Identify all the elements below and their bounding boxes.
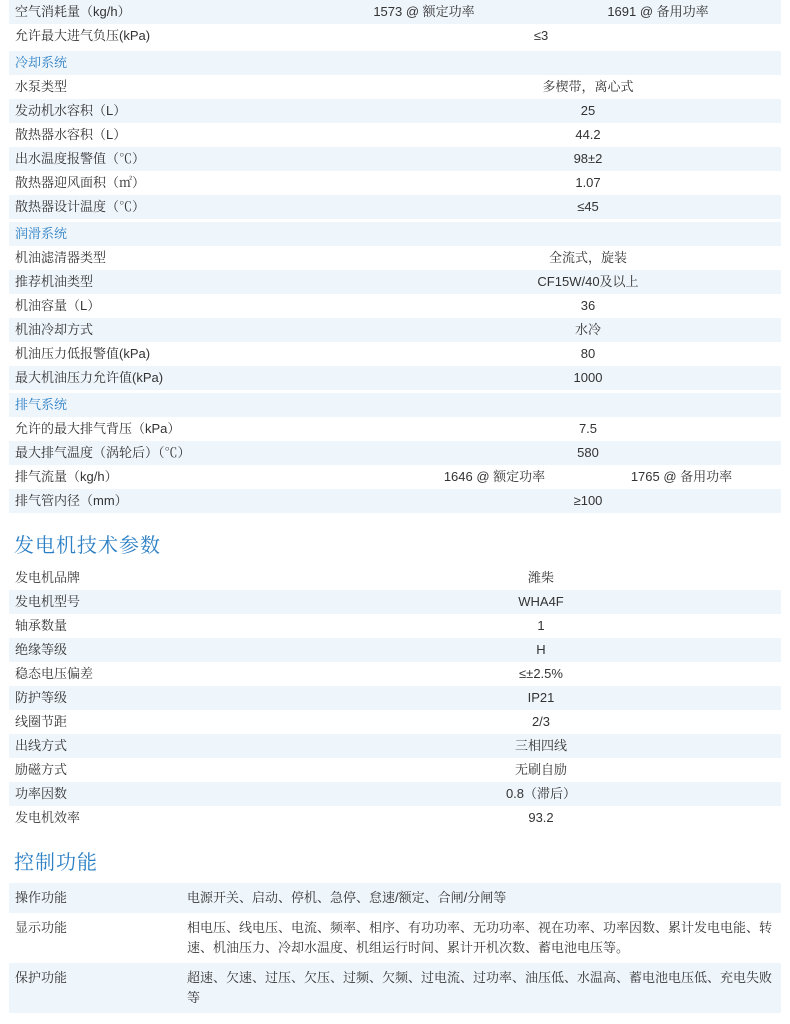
row-value: 电源开关、启动、停机、急停、怠速/额定、合闸/分闸等 xyxy=(181,883,781,913)
row-value: 44.2 xyxy=(395,123,781,147)
table-row xyxy=(9,489,781,513)
table-row xyxy=(9,662,781,686)
table-row xyxy=(9,195,781,219)
lubrication-system-body xyxy=(9,222,781,390)
row-label: 散热器迎风面积（㎡） xyxy=(9,171,395,195)
row-value: H xyxy=(301,638,781,662)
row-label: 出线方式 xyxy=(9,734,301,758)
section-title: 润滑系统 xyxy=(9,222,781,246)
lubrication-system-table xyxy=(9,222,781,390)
table-row xyxy=(9,806,781,830)
table-row xyxy=(9,171,781,195)
table-row xyxy=(9,147,781,171)
top-spec-body xyxy=(9,0,781,48)
row-value-right: 1765 @ 备用功率 xyxy=(630,469,733,484)
table-row xyxy=(9,270,781,294)
top-spec-table xyxy=(9,0,781,48)
row-value: 0.8（滞后） xyxy=(301,782,781,806)
row-value: ≥100 xyxy=(395,489,781,513)
table-row xyxy=(9,963,781,1013)
table-row xyxy=(9,99,781,123)
table-row xyxy=(9,123,781,147)
row-label: 线圈节距 xyxy=(9,710,301,734)
row-value: 水冷 xyxy=(395,318,781,342)
row-label: 操作功能 xyxy=(9,883,181,913)
row-label: 最大机油压力允许值(kPa) xyxy=(9,366,395,390)
row-label: 发电机型号 xyxy=(9,590,301,614)
row-label: 水泵类型 xyxy=(9,75,395,99)
row-value xyxy=(395,465,781,489)
table-row xyxy=(9,24,781,48)
section-title: 排气系统 xyxy=(9,393,781,417)
table-row xyxy=(9,417,781,441)
row-value xyxy=(301,0,781,24)
row-value: 1.07 xyxy=(395,171,781,195)
row-label: 散热器水容积（L） xyxy=(9,123,395,147)
row-value-left: 1573 @ 额定功率 xyxy=(373,4,475,19)
row-value: 1 xyxy=(301,614,781,638)
cooling-system-body xyxy=(9,51,781,219)
generator-section-heading: 发电机技术参数 xyxy=(14,535,161,557)
exhaust-system-table xyxy=(9,393,781,513)
row-label: 绝缘等级 xyxy=(9,638,301,662)
table-row xyxy=(9,318,781,342)
row-label: 轴承数量 xyxy=(9,614,301,638)
table-row xyxy=(9,782,781,806)
row-value: WHA4F xyxy=(301,590,781,614)
row-value: IP21 xyxy=(301,686,781,710)
section-title: 冷却系统 xyxy=(9,51,781,75)
table-row xyxy=(9,0,781,24)
row-label: 出水温度报警值（℃） xyxy=(9,147,395,171)
row-value: 93.2 xyxy=(301,806,781,830)
row-value: 无刷自励 xyxy=(301,758,781,782)
row-value: 相电压、线电压、电流、频率、相序、有功功率、无功功率、视在功率、功率因数、累计发电电能、转速、机油压力、冷却水温度、机组运行时间、累计开机次数、蓄电池电压等。 xyxy=(181,913,781,963)
row-value: 7.5 xyxy=(395,417,781,441)
section-header-row xyxy=(9,393,781,417)
table-row xyxy=(9,913,781,963)
row-value: 80 xyxy=(395,342,781,366)
table-row xyxy=(9,441,781,465)
row-label: 机油压力低报警值(kPa) xyxy=(9,342,395,366)
row-label: 发电机效率 xyxy=(9,806,301,830)
table-row xyxy=(9,246,781,270)
row-label: 机油滤清器类型 xyxy=(9,246,395,270)
section-header-row xyxy=(9,51,781,75)
row-value: ≤±2.5% xyxy=(301,662,781,686)
row-label: 最大排气温度（涡轮后）（℃） xyxy=(9,441,395,465)
row-label: 发电机品牌 xyxy=(9,566,301,590)
section-header-row xyxy=(9,222,781,246)
row-value: ≤3 xyxy=(301,24,781,48)
row-label: 显示功能 xyxy=(9,913,181,963)
row-value: 580 xyxy=(395,441,781,465)
table-row xyxy=(9,566,781,590)
row-label: 空气消耗量（kg/h） xyxy=(9,0,301,24)
table-row xyxy=(9,638,781,662)
row-label: 排气管内径（mm） xyxy=(9,489,395,513)
table-row xyxy=(9,590,781,614)
table-row xyxy=(9,883,781,913)
row-value: 98±2 xyxy=(395,147,781,171)
table-row xyxy=(9,614,781,638)
row-value: CF15W/40及以上 xyxy=(395,270,781,294)
exhaust-system-body xyxy=(9,393,781,513)
row-value: 潍柴 xyxy=(301,566,781,590)
row-value: 25 xyxy=(395,99,781,123)
row-label: 推荐机油类型 xyxy=(9,270,395,294)
row-value-right: 1691 @ 备用功率 xyxy=(607,4,709,19)
row-label: 功率因数 xyxy=(9,782,301,806)
row-value: 36 xyxy=(395,294,781,318)
row-value: 2/3 xyxy=(301,710,781,734)
row-label: 防护等级 xyxy=(9,686,301,710)
control-function-body xyxy=(9,883,781,1013)
generator-spec-table xyxy=(9,566,781,830)
row-label: 允许的最大排气背压（kPa） xyxy=(9,417,395,441)
table-row xyxy=(9,465,781,489)
table-row xyxy=(9,75,781,99)
row-label: 允许最大进气负压(kPa) xyxy=(9,24,301,48)
row-label: 励磁方式 xyxy=(9,758,301,782)
row-value: ≤45 xyxy=(395,195,781,219)
table-row xyxy=(9,710,781,734)
table-row xyxy=(9,758,781,782)
row-value: 超速、欠速、过压、欠压、过频、欠频、过电流、过功率、油压低、水温高、蓄电池电压低、充电失败等 xyxy=(181,963,781,1013)
row-label: 排气流量（kg/h） xyxy=(9,465,395,489)
table-row xyxy=(9,734,781,758)
control-function-table xyxy=(9,883,781,1013)
row-label: 稳态电压偏差 xyxy=(9,662,301,686)
generator-spec-body xyxy=(9,566,781,830)
row-value: 三相四线 xyxy=(301,734,781,758)
row-value-left: 1646 @ 额定功率 xyxy=(443,469,546,484)
row-label: 发动机水容积（L） xyxy=(9,99,395,123)
table-row xyxy=(9,366,781,390)
cooling-system-table xyxy=(9,51,781,219)
row-value: 1000 xyxy=(395,366,781,390)
row-value: 多楔带，离心式 xyxy=(395,75,781,99)
row-label: 机油冷却方式 xyxy=(9,318,395,342)
row-label: 保护功能 xyxy=(9,963,181,1013)
row-value: 全流式，旋装 xyxy=(395,246,781,270)
table-row xyxy=(9,342,781,366)
control-section-heading: 控制功能 xyxy=(14,852,98,874)
table-row xyxy=(9,294,781,318)
row-label: 散热器设计温度（℃） xyxy=(9,195,395,219)
table-row xyxy=(9,686,781,710)
row-label: 机油容量（L） xyxy=(9,294,395,318)
